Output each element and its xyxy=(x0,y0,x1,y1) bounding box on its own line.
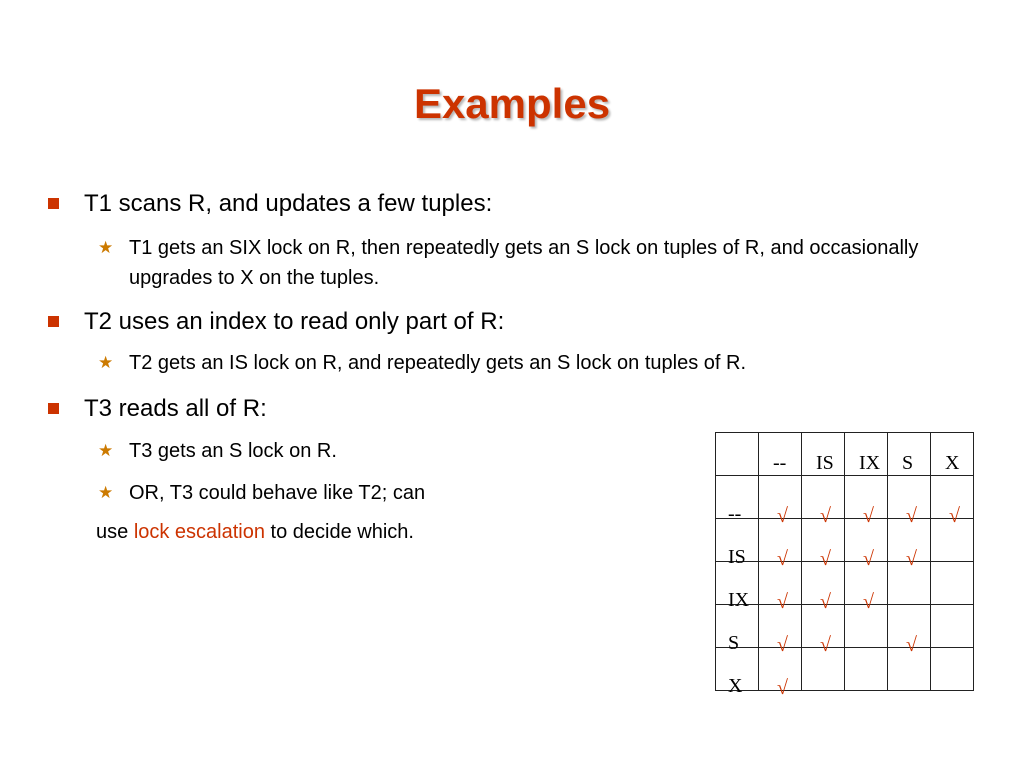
table-row xyxy=(716,519,974,562)
subbullet-text: T3 gets an S lock on R. xyxy=(129,440,337,462)
column-header-cell xyxy=(759,433,802,476)
column-header-label: IS xyxy=(816,452,834,474)
column-header-cell xyxy=(845,433,888,476)
subbullet-text: T2 gets an IS lock on R, and repeatedly gets an S lock on tuples of R. xyxy=(129,352,747,374)
table-header-row xyxy=(716,433,974,476)
compat-cell xyxy=(888,519,931,570)
compat-cell xyxy=(802,648,845,691)
table-row xyxy=(716,605,974,648)
star-bullet-icon: ★ xyxy=(98,353,114,372)
star-bullet-icon: ★ xyxy=(98,238,114,257)
compat-cell xyxy=(931,648,974,691)
compat-cell xyxy=(802,605,845,656)
row-header-label: IX xyxy=(728,589,750,611)
slide-title: Examples xyxy=(413,80,611,127)
table-row xyxy=(716,476,974,519)
table-row xyxy=(716,562,974,605)
row-header-label: IS xyxy=(728,546,746,568)
check-mark-icon: √ xyxy=(777,677,788,699)
compat-cell xyxy=(888,648,931,691)
row-header-cell xyxy=(716,519,759,568)
escalation-suffix: to decide which. xyxy=(265,521,414,543)
column-header-cell xyxy=(802,433,845,476)
star-bullet-icon: ★ xyxy=(98,483,114,502)
check-mark-icon: √ xyxy=(777,548,788,570)
compat-cell xyxy=(888,562,931,605)
compat-cell xyxy=(759,476,802,527)
compat-cell xyxy=(845,476,888,527)
column-header-cell xyxy=(931,433,974,476)
star-bullet-icon: ★ xyxy=(98,441,114,460)
lock-compatibility-table xyxy=(715,432,974,699)
bullet-text: T3 reads all of R: xyxy=(84,395,267,422)
compat-cell xyxy=(802,476,845,527)
check-mark-icon: √ xyxy=(820,505,831,527)
row-header-cell xyxy=(716,562,759,611)
column-header-label: -- xyxy=(773,452,787,474)
row-header-label: S xyxy=(728,632,740,654)
check-mark-icon: √ xyxy=(949,505,960,527)
column-header-label: IX xyxy=(859,452,881,474)
check-mark-icon: √ xyxy=(777,634,788,656)
compat-cell xyxy=(931,562,974,605)
compat-cell xyxy=(802,519,845,570)
compat-cell xyxy=(759,648,802,699)
column-header-label: S xyxy=(902,452,914,474)
compat-cell xyxy=(845,562,888,613)
column-header-label: X xyxy=(945,452,960,474)
check-mark-icon: √ xyxy=(906,505,917,527)
compat-cell xyxy=(845,648,888,691)
compat-cell xyxy=(888,605,931,656)
compat-cell xyxy=(759,605,802,656)
subbullet-text: OR, T3 could behave like T2; can xyxy=(129,482,426,504)
compat-cell xyxy=(888,476,931,527)
row-header-label: X xyxy=(728,675,743,697)
square-bullet-icon xyxy=(48,403,59,414)
subbullet-text: T1 gets an SIX lock on R, then repeatedly gets an S lock on tuples of R, and occasionally upgrades to X on the tuples. xyxy=(129,237,919,289)
check-mark-icon: √ xyxy=(863,548,874,570)
escalation-prefix: use xyxy=(96,521,134,543)
check-mark-icon: √ xyxy=(777,591,788,613)
check-mark-icon: √ xyxy=(906,548,917,570)
compat-cell xyxy=(931,605,974,648)
check-mark-icon: √ xyxy=(863,591,874,613)
escalation-line xyxy=(96,521,414,544)
check-mark-icon: √ xyxy=(777,505,788,527)
row-header-cell xyxy=(716,605,759,654)
check-mark-icon: √ xyxy=(820,591,831,613)
table-corner-cell xyxy=(716,433,759,476)
check-mark-icon: √ xyxy=(820,548,831,570)
column-header-cell xyxy=(888,433,931,476)
compat-cell xyxy=(845,605,888,648)
compat-cell xyxy=(759,562,802,613)
check-mark-icon: √ xyxy=(863,505,874,527)
compat-cell xyxy=(845,519,888,570)
square-bullet-icon xyxy=(48,316,59,327)
square-bullet-icon xyxy=(48,198,59,209)
bullet-text: T2 uses an index to read only part of R: xyxy=(84,308,505,335)
compat-cell xyxy=(931,519,974,562)
compat-cell xyxy=(802,562,845,613)
row-header-cell xyxy=(716,476,759,525)
compat-cell xyxy=(759,519,802,570)
bullet-text: T1 scans R, and updates a few tuples: xyxy=(84,190,493,217)
lock-escalation-term: lock escalation xyxy=(133,521,265,543)
row-header-label: -- xyxy=(728,503,742,525)
check-mark-icon: √ xyxy=(820,634,831,656)
compat-cell xyxy=(931,476,974,527)
check-mark-icon: √ xyxy=(906,634,917,656)
row-header-cell xyxy=(716,648,759,697)
table-row xyxy=(716,648,974,691)
